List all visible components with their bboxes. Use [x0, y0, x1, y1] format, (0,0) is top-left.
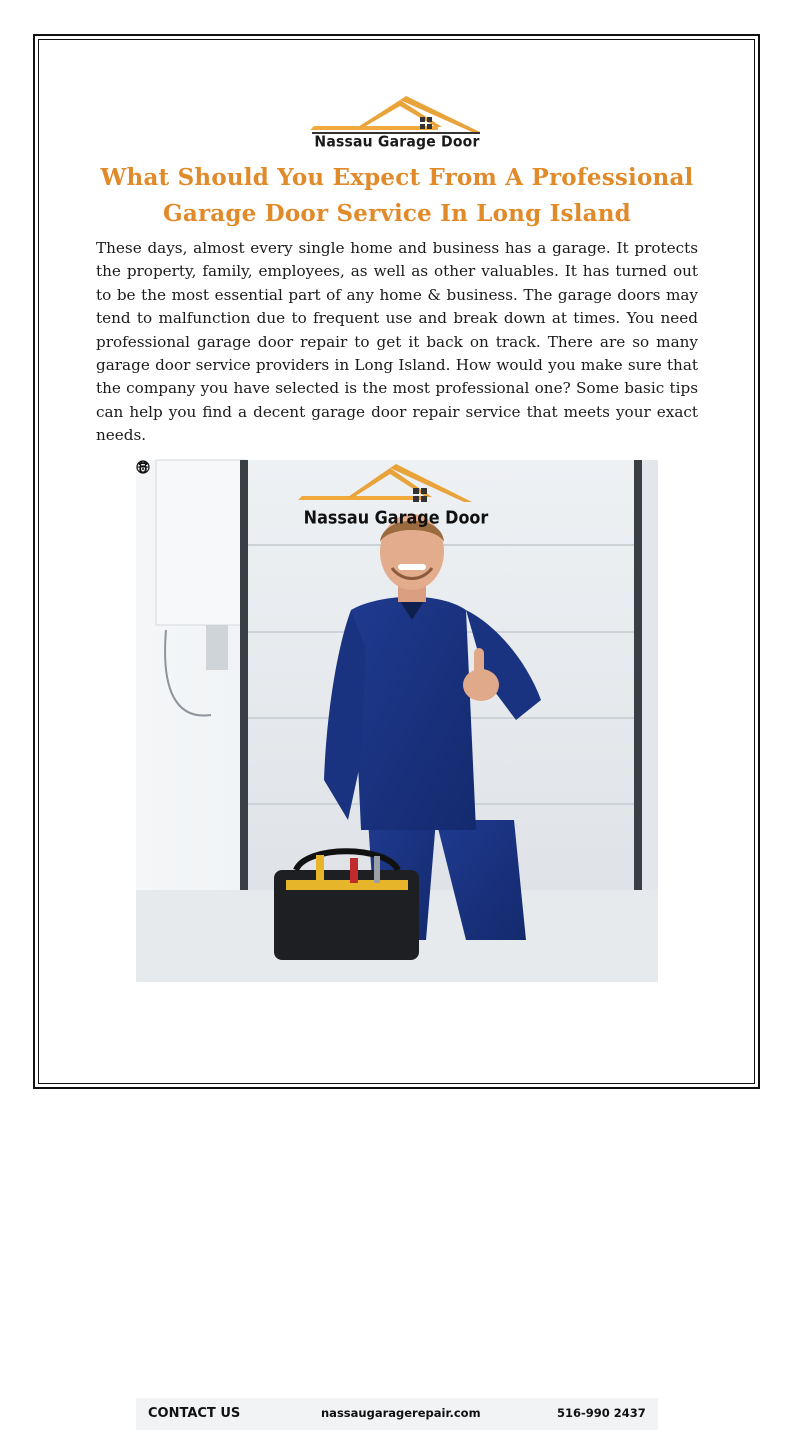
contact-label: CONTACT US: [148, 1406, 241, 1421]
banner-image: [136, 460, 658, 1421]
brand-name: Nassau Garage Door: [314, 133, 480, 151]
article-title-line2: Garage Door Service In Long Island: [163, 200, 631, 227]
banner-brand-name: Nassau Garage Door: [303, 507, 489, 528]
article-body: These days, almost every single home and business has a garage. It protects the property, family, employees, as well as other valuables. It has turned out to be the most essential part of any home & business. The garage doors may tend to malfunction due to frequent use and break down at times. You need professional garage door repair to get it back on track. There are so many garage door service providers in Long Island. How would you make sure that the company you have selected is the most professional one? Some basic tips can help you find a decent garage door repair service that meets your exact needs.: [96, 239, 698, 445]
phone-icon: [136, 460, 150, 474]
article-title-line1: What Should You Expect From A Professional: [100, 164, 694, 191]
website-link[interactable]: nassaugaragerepair.com: [321, 1406, 481, 1420]
technician-photo-illustration: [136, 460, 658, 982]
article-title: [96, 160, 698, 232]
phone-number[interactable]: 516-990 2437: [557, 1406, 646, 1420]
